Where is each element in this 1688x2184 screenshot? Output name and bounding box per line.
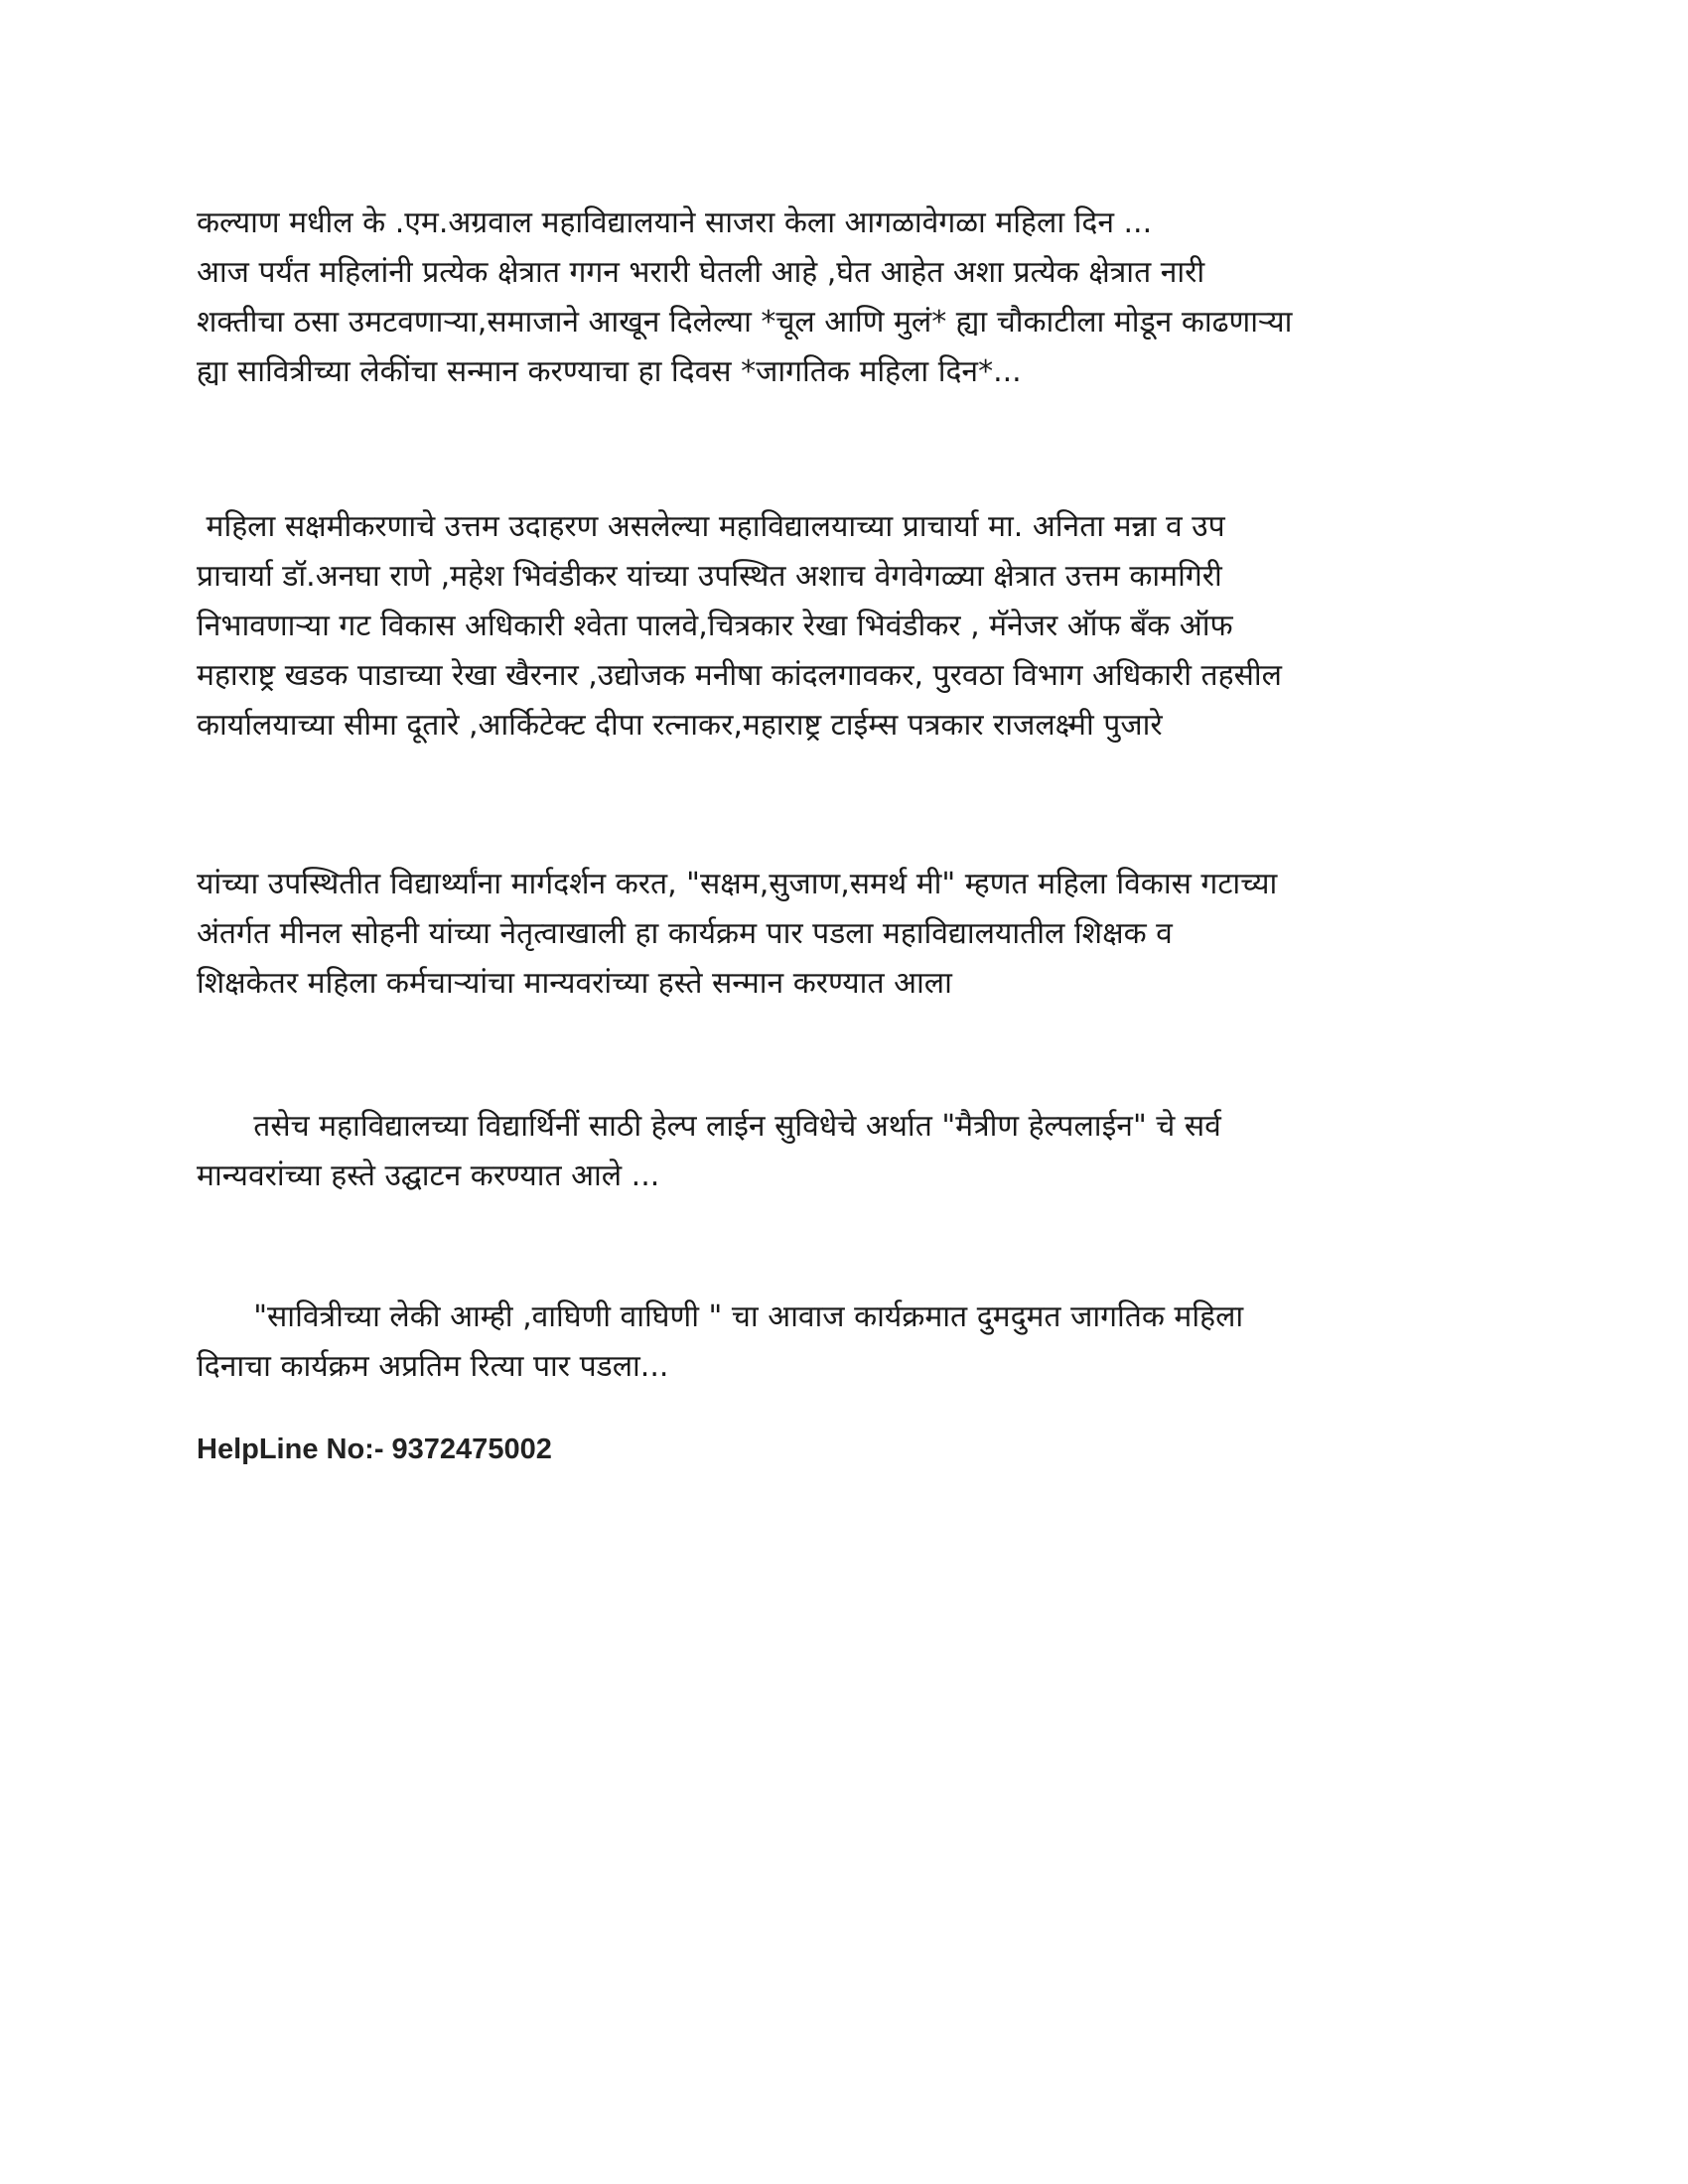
text-line: प्राचार्या डॉ.अनघा राणे ,महेश भिवंडीकर यांच्या उपस्थित अशाच वेगवेगळ्या क्षेत्रात उत्तम कामगिरी — [197, 559, 1222, 594]
text-line: मान्यवरांच्या हस्ते उद्घाटन करण्यात आले ... — [197, 1159, 660, 1193]
text-line: निभावणाऱ्या गट विकास अधिकारी श्वेता पालवे,चित्रकार रेखा भिवंडीकर , मॅनेजर ऑफ बँक ऑफ — [197, 609, 1233, 643]
text-line: तसेच महाविद्यालच्या विद्यार्थिनीं साठी हेल्प लाईन सुविधेचे अर्थात "मैत्रीण हेल्पलाईन" चे सर्व — [197, 1109, 1221, 1144]
text-line: शिक्षकेतर महिला कर्मचाऱ्यांचा मान्यवरांच्या हस्ते सन्मान करण्यात आला — [197, 966, 952, 1001]
text-line: अंतर्गत मीनल सोहनी यांच्या नेतृत्वाखाली हा कार्यक्रम पार पडला महाविद्यालयातील शिक्षक व — [197, 916, 1173, 951]
paragraph-guidance — [197, 860, 1517, 1009]
text-line: महिला सक्षमीकरणाचे उत्तम उदाहरण असलेल्या महाविद्यालयाच्या प्राचार्या मा. अनिता मन्ना व उप — [197, 509, 1225, 544]
text-line: दिनाचा कार्यक्रम अप्रतिम रित्या पार पडला... — [197, 1349, 669, 1384]
text-line: ह्या सावित्रीच्या लेकींचा सन्मान करण्याचा हा दिवस *जागतिक महिला दिन*... — [197, 354, 1022, 389]
paragraph-closing — [197, 1293, 1517, 1392]
text-line: कार्यालयाच्या सीमा दूतारे ,आर्किटेक्ट दीपा रत्नाकर,महाराष्ट्र टाईम्स पत्रकार राजलक्ष्मी पुजारे — [197, 708, 1163, 743]
text-line: महाराष्ट्र खडक पाडाच्या रेखा खैरनार ,उद्योजक मनीषा कांदलगावकर, पुरवठा विभाग अधिकारी तहसील — [197, 658, 1282, 693]
text-line: शक्तीचा ठसा उमटवणाऱ्या,समाजाने आखून दिलेल्या *चूल आणि मुलं* ह्या चौकाटीला मोडून काढणाऱ्या — [197, 305, 1293, 340]
text-line: "सावित्रीच्या लेकी आम्ही ,वाघिणी वाघिणी " चा आवाज कार्यक्रमात दुमदुमत जागतिक महिला — [197, 1299, 1244, 1334]
text-line: कल्याण मधील के .एम.अग्रवाल महाविद्यालयाने साजरा केला आगळावेगळा महिला दिन ... — [197, 205, 1153, 240]
paragraph-helpline-launch — [197, 1102, 1517, 1201]
text-line: आज पर्यंत महिलांनी प्रत्येक क्षेत्रात गगन भरारी घेतली आहे ,घेत आहेत अशा प्रत्येक क्षेत्रात नारी — [197, 255, 1205, 290]
helpline-number: HelpLine No:- 9372475002 — [197, 1433, 552, 1465]
paragraph-guests — [197, 502, 1517, 751]
paragraph-intro — [197, 199, 1517, 397]
text-line: यांच्या उपस्थितीत विद्यार्थ्यांना मार्गदर्शन करत, "सक्षम,सुजाण,समर्थ मी" म्हणत महिला विकास गटाच्या — [197, 867, 1278, 901]
